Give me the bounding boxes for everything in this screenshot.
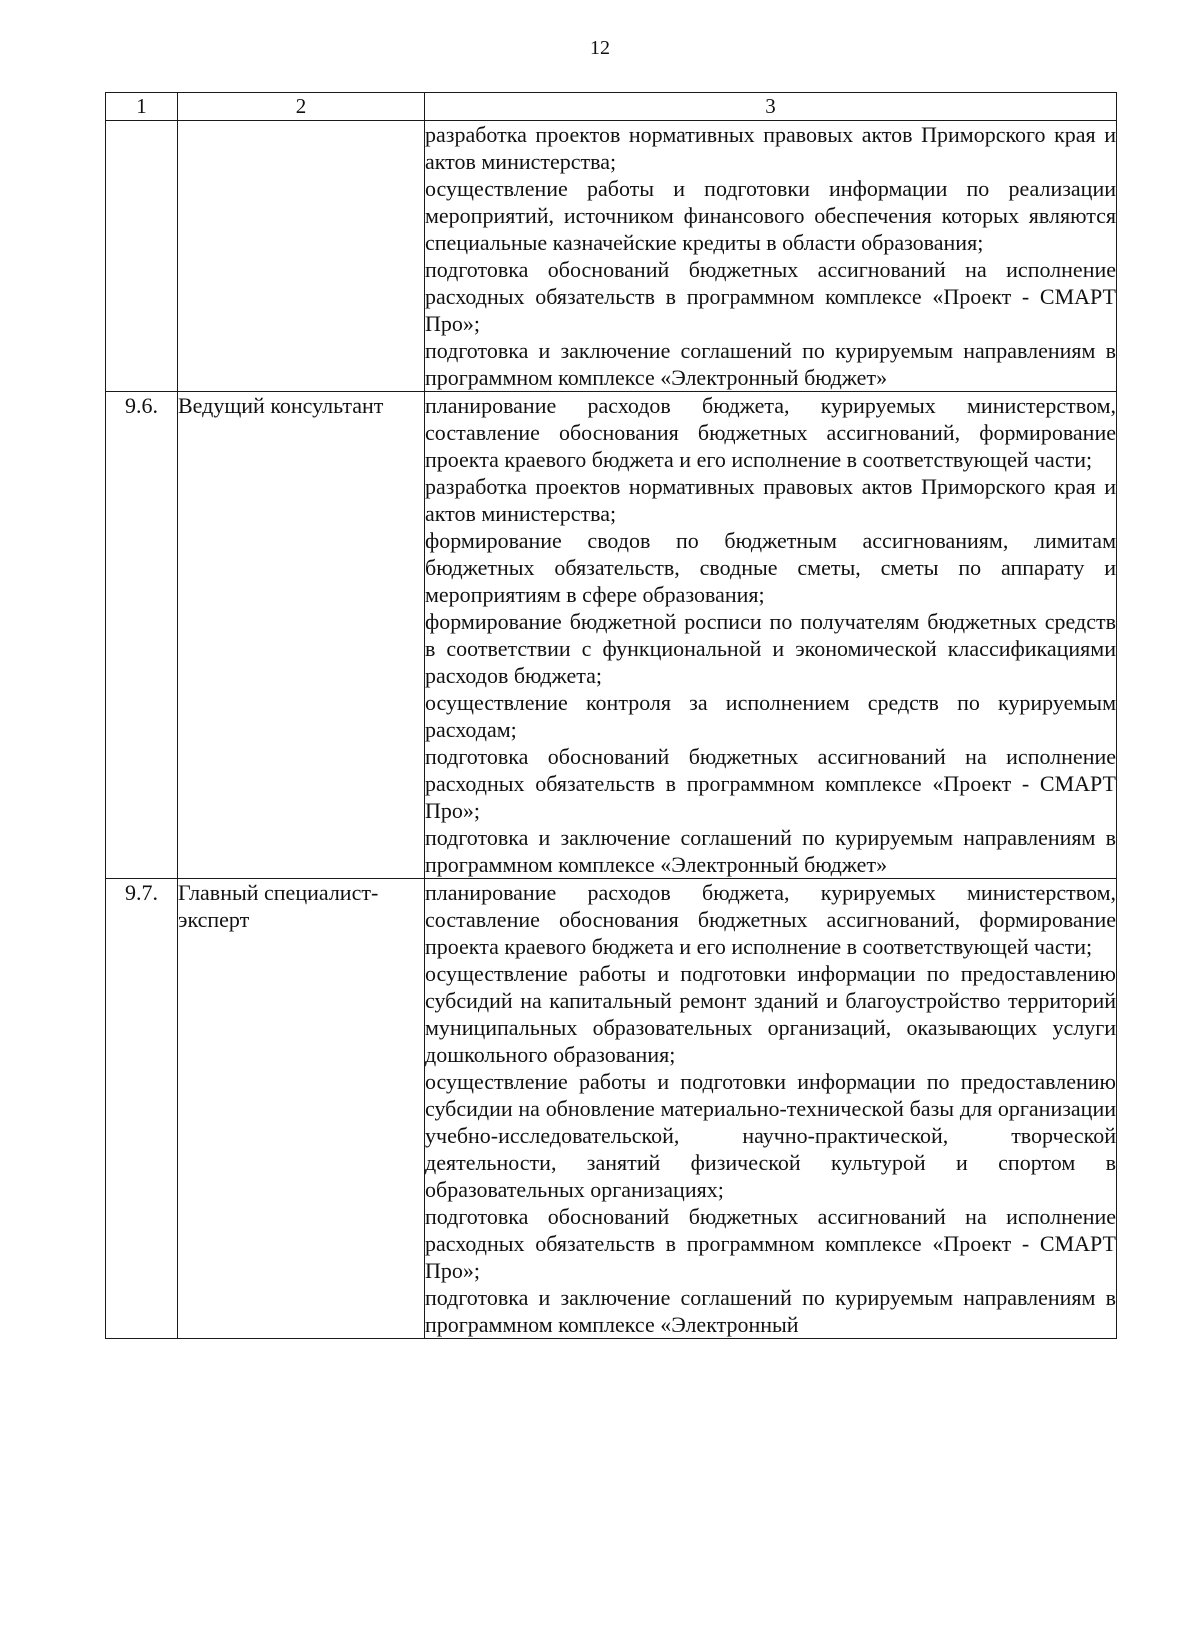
position-title: Главный специалист-эксперт	[178, 879, 425, 1339]
row-number: 9.6.	[106, 392, 178, 879]
duties-cell	[425, 121, 1117, 392]
duty-item: осуществление работы и подготовки информации по реализации мероприятий, источником финансового обеспечения которых являются специальные казначейские кредиты в области образования;	[425, 176, 1116, 255]
duty-item: осуществление контроля за исполнением средств по курируемым расходам;	[425, 690, 1116, 742]
duty-item: разработка проектов нормативных правовых актов Приморского края и актов министерства;	[425, 474, 1116, 526]
duty-item: подготовка обоснований бюджетных ассигнований на исполнение расходных обязательств в программном комплексе «Проект - СМАРТ Про»;	[425, 744, 1116, 823]
duty-item: планирование расходов бюджета, курируемых министерством, составление обоснования бюджетных ассигнований, формирование проекта краевого бюджета и его исполнение в соответствующей части;	[425, 880, 1116, 959]
duties-cell	[425, 879, 1117, 1339]
duty-item: разработка проектов нормативных правовых актов Приморского края и актов министерства;	[425, 122, 1116, 174]
row-number	[106, 121, 178, 392]
table-header-row	[106, 93, 1117, 121]
duties-cell	[425, 392, 1117, 879]
duty-item: подготовка обоснований бюджетных ассигнований на исполнение расходных обязательств в программном комплексе «Проект - СМАРТ Про»;	[425, 257, 1116, 336]
duty-item: формирование бюджетной росписи по получателям бюджетных средств в соответствии с функциональной и экономической классификациями расходов бюджета;	[425, 609, 1116, 688]
duty-item: формирование сводов по бюджетным ассигнованиям, лимитам бюджетных обязательств, сводные сметы, сметы по аппарату и мероприятиям в сфере образования;	[425, 528, 1116, 607]
duty-item: осуществление работы и подготовки информации по предоставлению субсидий на капитальный ремонт зданий и благоустройство территорий муниципальных образовательных организаций, оказывающих услуги дошкольного образования;	[425, 961, 1116, 1067]
duty-item: осуществление работы и подготовки информации по предоставлению субсидии на обновление материально-технической базы для организации учебно-исследовательской, научно-практической, творческой деятельности, занятий физической культурой и спортом в образовательных организациях;	[425, 1069, 1116, 1202]
table-row	[106, 392, 1117, 879]
duty-item: подготовка и заключение соглашений по курируемым направлениям в программном комплексе «Электронный бюджет»	[425, 825, 1116, 877]
column-header-1: 1	[106, 93, 178, 121]
table-row	[106, 121, 1117, 392]
page-number: 12	[590, 37, 610, 59]
duty-item: подготовка и заключение соглашений по курируемым направлениям в программном комплексе «Электронный бюджет»	[425, 338, 1116, 390]
column-header-3: 3	[425, 93, 1117, 121]
duty-item: подготовка и заключение соглашений по курируемым направлениям в программном комплексе «Электронный	[425, 1285, 1116, 1337]
table-body	[106, 121, 1117, 1339]
column-header-2: 2	[178, 93, 425, 121]
duty-item: планирование расходов бюджета, курируемых министерством, составление обоснования бюджетных ассигнований, формирование проекта краевого бюджета и его исполнение в соответствующей части;	[425, 393, 1116, 472]
row-number: 9.7.	[106, 879, 178, 1339]
duties-table	[105, 92, 1117, 1339]
position-title: Ведущий консультант	[178, 392, 425, 879]
position-title	[178, 121, 425, 392]
duty-item: подготовка обоснований бюджетных ассигнований на исполнение расходных обязательств в программном комплексе «Проект - СМАРТ Про»;	[425, 1204, 1116, 1283]
table-row	[106, 879, 1117, 1339]
